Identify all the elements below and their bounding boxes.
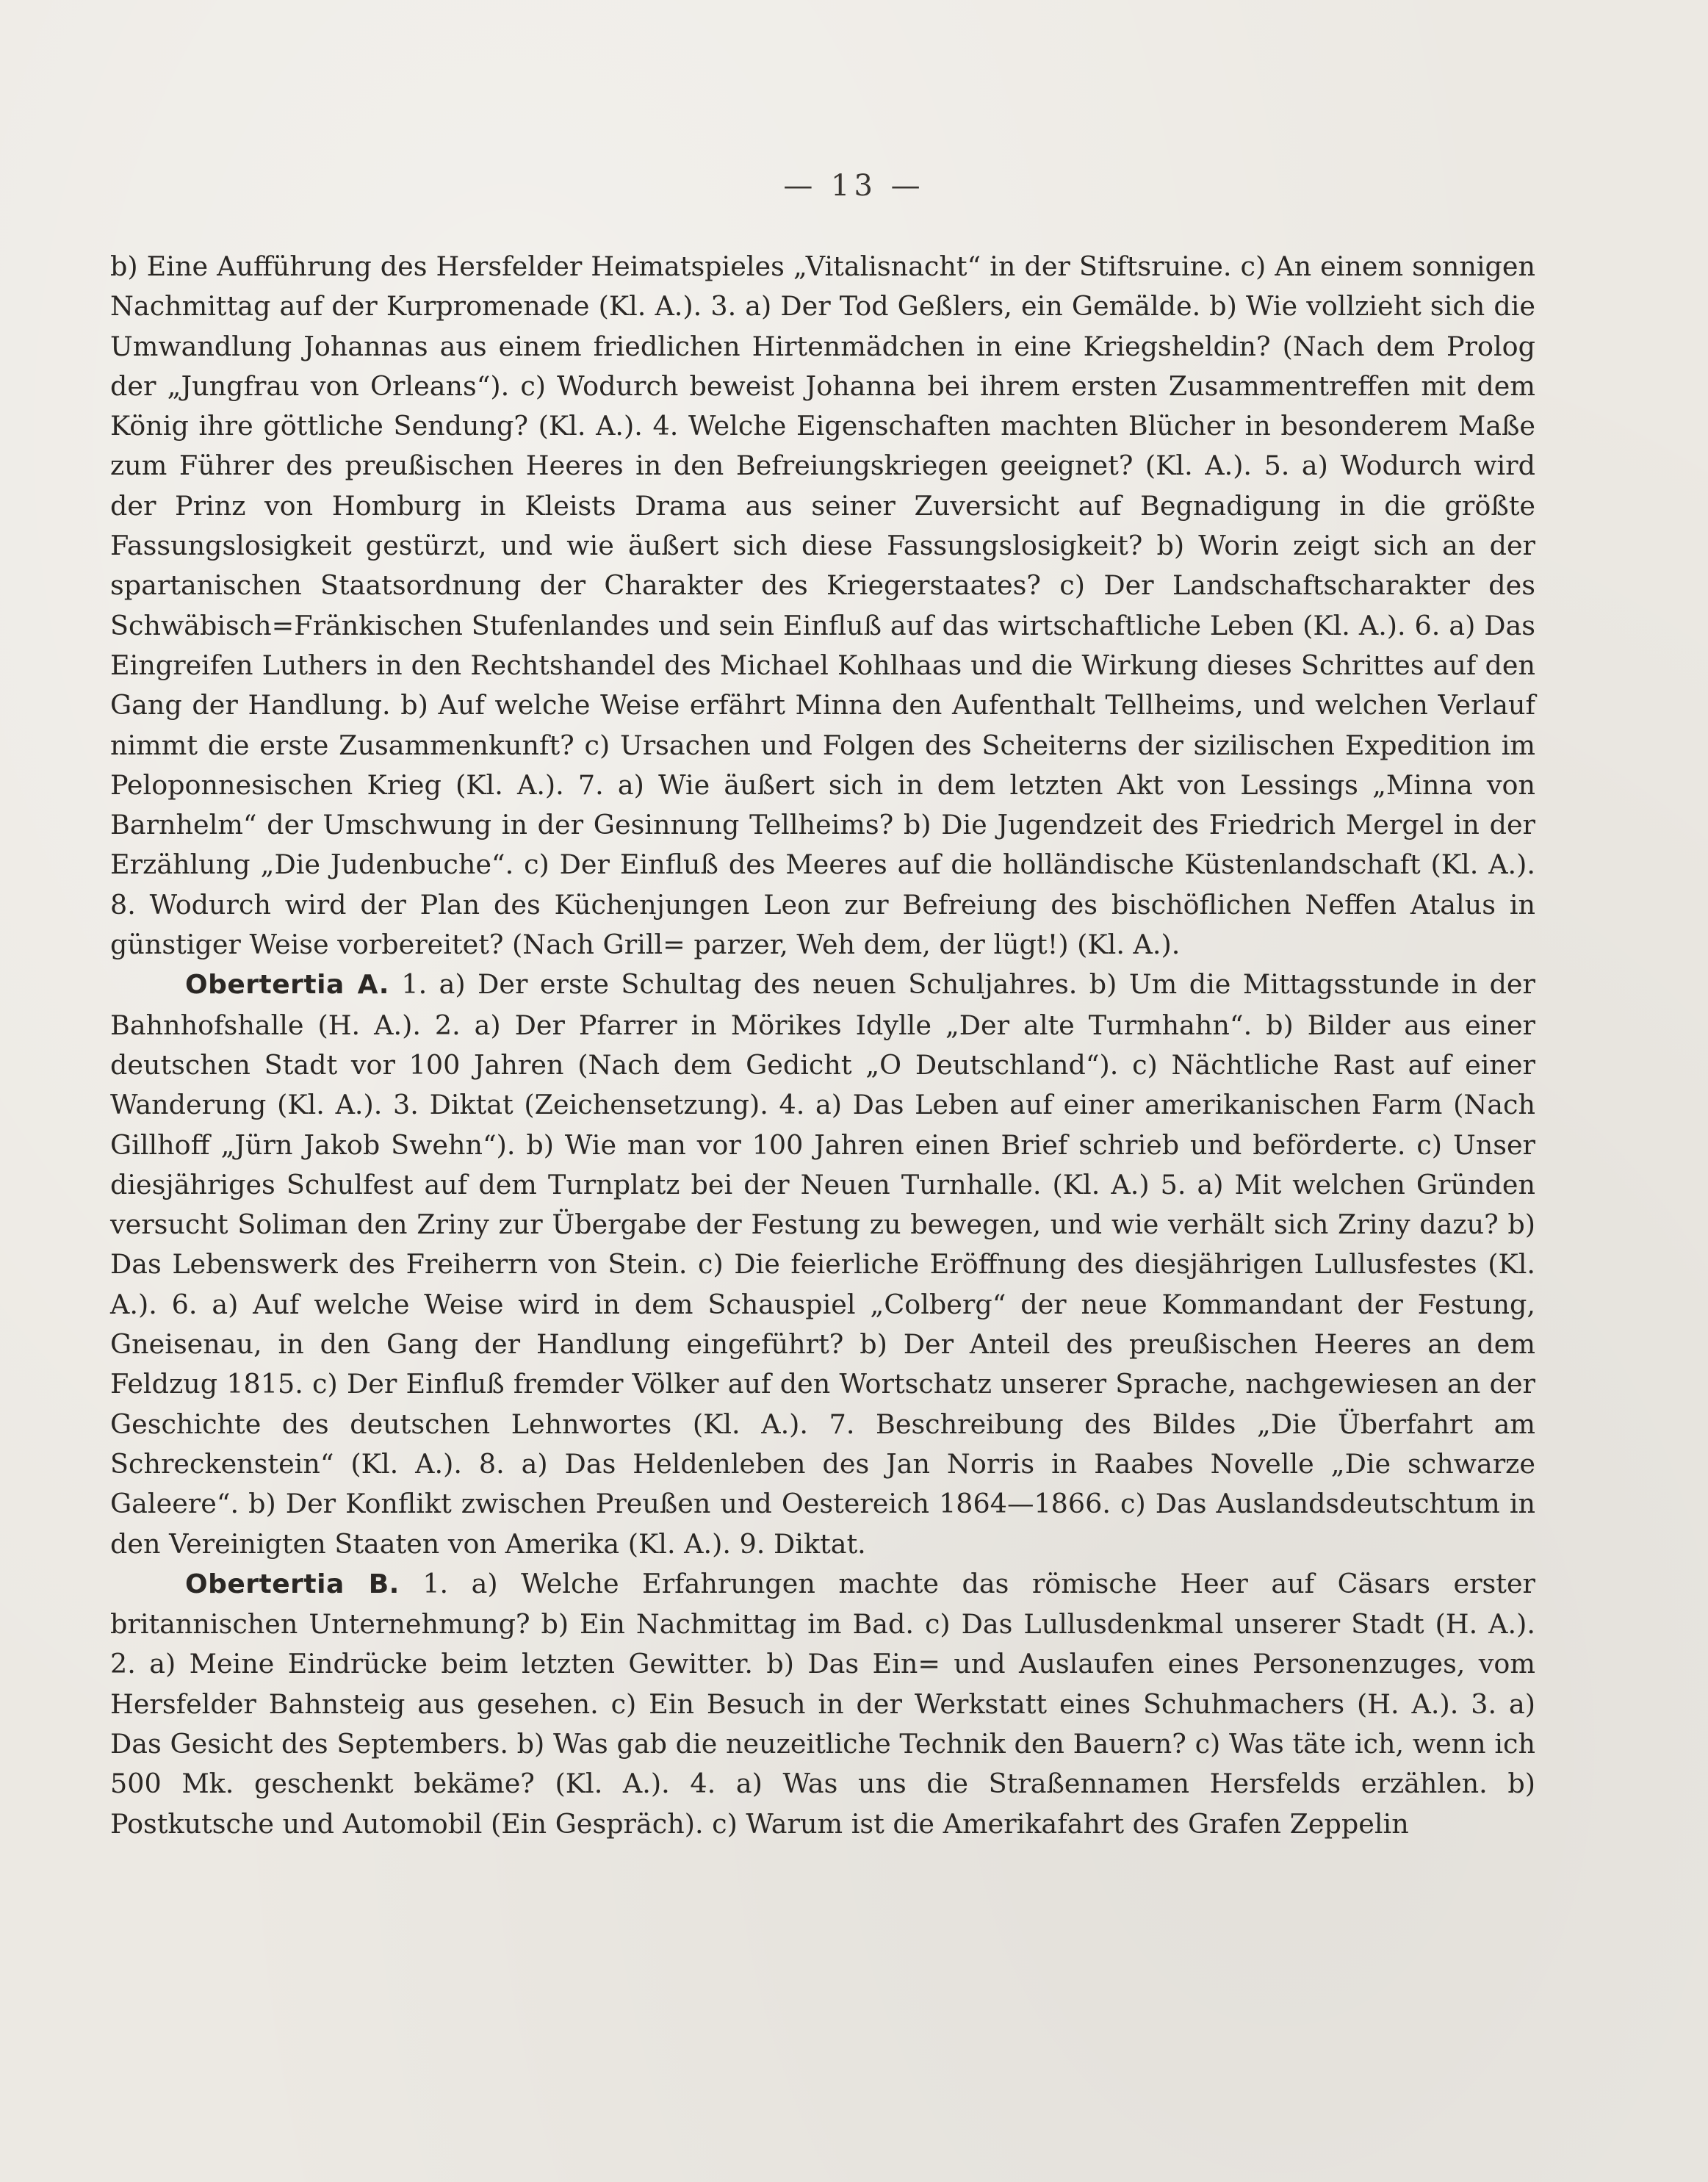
section-text-obertertia-b: 1. a) Welche Erfahrungen machte das römische Heer auf Cäsars erster britannischen Unternehmung? b) Ein Nachmittag im Bad. c) Das Lullusdenkmal unserer Stadt (H. A.). 2. a) Meine Eindrücke beim letzten Gewitter. b) Das Ein= und Auslaufen eines Personenzuges, vom Hersfelder Bahnsteig aus gesehen. c) Ein Besuch in der Werkstatt eines Schuhmachers (H. A.). 3. a) Das Gesicht des Septembers. b) Was gab die neuzeitliche Technik den Bauern? c) Was täte ich, wenn ich 500 Mk. geschenkt bekäme? (Kl. A.). 4. a) Was uns die Straßennamen Hersfelds erzählen. b) Postkutsche und Automobil (Ein Gespräch). c) Warum ist die Amerikafahrt des Grafen Zeppelin [110,1567,1535,1840]
intro-paragraph: b) Eine Aufführung des Hersfelder Heimatspieles „Vitalisnacht“ in der Stiftsruine. c) An einem sonnigen Nachmittag auf der Kurpromenade (Kl. A.). 3. a) Der Tod Geßlers, ein Gemälde. b) Wie vollzieht sich die Umwandlung Johannas aus einem friedlichen Hirtenmädchen in eine Kriegsheldin? (Nach dem Prolog der „Jungfrau von Orleans“). c) Wodurch beweist Johanna bei ihrem ersten Zusammentreffen mit dem König ihre göttliche Sendung? (Kl. A.). 4. Welche Eigenschaften machten Blücher in besonderem Maße zum Führer des preußischen Heeres in den Befreiungskriegen geeignet? (Kl. A.). 5. a) Wodurch wird der Prinz von Homburg in Kleists Drama aus seiner Zuversicht auf Begnadigung in die größte Fassungslosigkeit gestürzt, und wie äußert sich diese Fassungslosigkeit? b) Worin zeigt sich an der spartanischen Staatsordnung der Charakter des Kriegerstaates? c) Der Landschaftscharakter des Schwäbisch=Fränkischen Stufenlandes und sein Einfluß auf das wirtschaftliche Leben (Kl. A.). 6. a) Das Eingreifen Luthers in den Rechtshandel des Michael Kohlhaas und die Wirkung dieses Schrittes auf den Gang der Handlung. b) Auf welche Weise erfährt Minna den Aufenthalt Tellheims, und welchen Verlauf nimmt die erste Zusammenkunft? c) Ursachen und Folgen des Scheiterns der sizilischen Expedition im Peloponnesischen Krieg (Kl. A.). 7. a) Wie äußert sich in dem letzten Akt von Lessings „Minna von Barnhelm“ der Umschwung in der Gesinnung Tellheims? b) Die Jugendzeit des Friedrich Mergel in der Erzählung „Die Judenbuche“. c) Der Einfluß des Meeres auf die holländische Küstenlandschaft (Kl. A.). 8. Wodurch wird der Plan des Küchenjungen Leon zur Befreiung des bischöflichen Neffen Atalus in günstiger Weise vorbereitet? (Nach Grill= parzer, Weh dem, der lügt!) (Kl. A.). [110,251,1535,961]
section-text-obertertia-a: 1. a) Der erste Schultag des neuen Schuljahres. b) Um die Mittagsstunde in der Bahnhofshalle (H. A.). 2. a) Der Pfarrer in Mörikes Idylle „Der alte Turmhahn“. b) Bilder aus einer deutschen Stadt vor 100 Jahren (Nach dem Gedicht „O Deutschland“). c) Nächtliche Rast auf einer Wanderung (Kl. A.). 3. Diktat (Zeichensetzung). 4. a) Das Leben auf einer amerikanischen Farm (Nach Gillhoff „Jürn Jakob Swehn“). b) Wie man vor 100 Jahren einen Brief schrieb und beförderte. c) Unser diesjähriges Schulfest auf dem Turnplatz bei der Neuen Turnhalle. (Kl. A.) 5. a) Mit welchen Gründen versucht Soliman den Zriny zur Übergabe der Festung zu bewegen, und wie verhält sich Zriny dazu? b) Das Lebenswerk des Freiherrn von Stein. c) Die feierliche Eröffnung des diesjährigen Lullusfestes (Kl. A.). 6. a) Auf welche Weise wird in dem Schauspiel „Colberg“ der neue Kommandant der Festung, Gneisenau, in den Gang der Handlung eingeführt? b) Der Anteil des preußischen Heeres an dem Feldzug 1815. c) Der Einfluß fremder Völker auf den Wortschatz unserer Sprache, nachgewiesen an der Geschichte des deutschen Lehnwortes (Kl. A.). 7. Beschreibung des Bildes „Die Überfahrt am Schreckenstein“ (Kl. A.). 8. a) Das Heldenleben des Jan Norris in Raabes Novelle „Die schwarze Galeere“. b) Der Konflikt zwischen Preußen und Oestereich 1864—1866. c) Das Auslandsdeutschtum in den Vereinigten Staaten von Amerika (Kl. A.). 9. Diktat. [110,968,1535,1560]
body-text [110,247,1535,1844]
page-number: — 13 — [783,169,925,203]
section-obertertia-b [110,1564,1535,1844]
section-title-obertertia-a: Obertertia A. [185,970,389,1001]
section-obertertia-a [110,965,1535,1563]
section-title-obertertia-b: Obertertia B. [185,1569,400,1599]
